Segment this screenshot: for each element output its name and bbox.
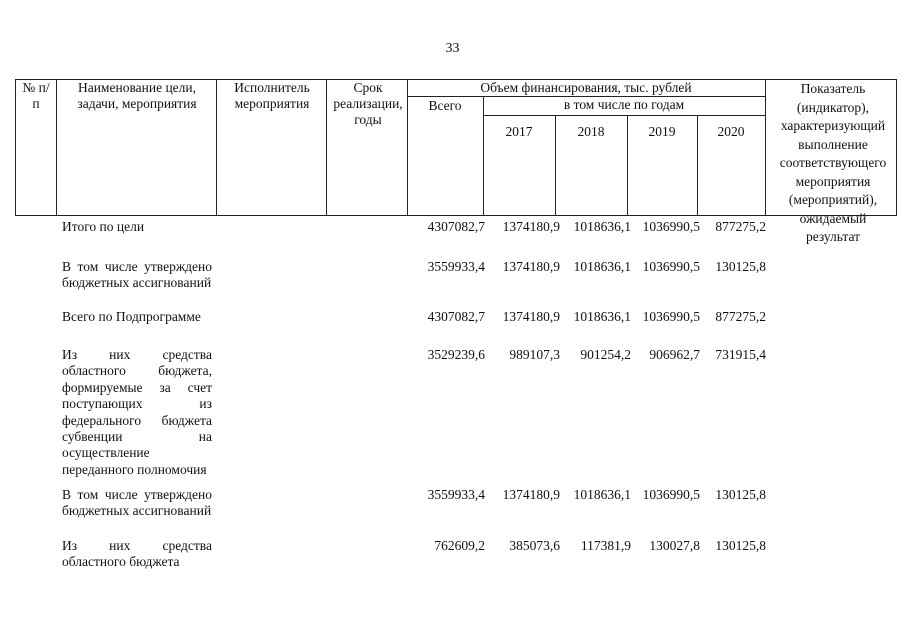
row-2020: 877275,2 bbox=[715, 309, 766, 324]
header-funding: Объем финансирования, тыс. рублей bbox=[480, 80, 692, 95]
header-term: Срок реализации, годы bbox=[333, 80, 403, 127]
header-year-2019: 2019 bbox=[648, 124, 676, 139]
row-2017: 1374180,9 bbox=[502, 487, 560, 502]
header-num: № п/п bbox=[22, 80, 50, 111]
header-indicator: Показатель (индикатор), характеризующий выполнение соответствующего мероприятия (мероприятий), ожидаемый результат bbox=[779, 81, 887, 244]
row-2019: 1036990,5 bbox=[642, 487, 700, 502]
row-2017: 385073,6 bbox=[509, 538, 560, 553]
page-number: 33 bbox=[445, 41, 460, 56]
row-total: 4307082,7 bbox=[427, 309, 485, 324]
row-2017: 1374180,9 bbox=[502, 309, 560, 324]
row-2020: 130125,8 bbox=[715, 259, 766, 274]
row-2017: 1374180,9 bbox=[502, 259, 560, 274]
row-total: 3559933,4 bbox=[427, 487, 485, 502]
row-name: В том числе утверждено бюджетных ассигнований bbox=[62, 259, 212, 290]
row-name: Всего по Подпрограмме bbox=[62, 309, 201, 324]
row-2020: 130125,8 bbox=[715, 487, 766, 502]
row-2018: 117381,9 bbox=[580, 538, 631, 553]
header-executor: Исполнитель мероприятия bbox=[234, 80, 310, 111]
row-total: 3529239,6 bbox=[427, 347, 485, 362]
row-total: 3559933,4 bbox=[427, 259, 485, 274]
row-name: Итого по цели bbox=[62, 219, 145, 234]
row-total: 762609,2 bbox=[434, 538, 485, 553]
row-2020: 130125,8 bbox=[715, 538, 766, 553]
row-2018: 901254,2 bbox=[580, 347, 631, 362]
row-2019: 906962,7 bbox=[649, 347, 700, 362]
row-2018: 1018636,1 bbox=[573, 487, 631, 502]
row-2019: 1036990,5 bbox=[642, 259, 700, 274]
row-2019: 130027,8 bbox=[649, 538, 700, 553]
row-2018: 1018636,1 bbox=[573, 219, 631, 234]
row-2019: 1036990,5 bbox=[642, 219, 700, 234]
row-2018: 1018636,1 bbox=[573, 259, 631, 274]
row-2018: 1018636,1 bbox=[573, 309, 631, 324]
row-name: Из них средства областного бюджета, формируемые за счет поступающих из федерального бюджета субвенции на осуществление переданного полномочия bbox=[62, 347, 212, 477]
row-2017: 1374180,9 bbox=[502, 219, 560, 234]
header-year-2017: 2017 bbox=[505, 124, 533, 139]
header-year-2018: 2018 bbox=[577, 124, 605, 139]
header-name: Наименование цели, задачи, мероприятия bbox=[77, 80, 197, 111]
header-by-years: в том числе по годам bbox=[563, 97, 685, 112]
row-2020: 877275,2 bbox=[715, 219, 766, 234]
row-2020: 731915,4 bbox=[715, 347, 766, 362]
row-name: В том числе утверждено бюджетных ассигнований bbox=[62, 487, 212, 518]
header-total: Всего bbox=[428, 98, 462, 113]
row-2019: 1036990,5 bbox=[642, 309, 700, 324]
row-2017: 989107,3 bbox=[509, 347, 560, 362]
header-year-2020: 2020 bbox=[717, 124, 745, 139]
row-total: 4307082,7 bbox=[427, 219, 485, 234]
row-name: Из них средства областного бюджета bbox=[62, 538, 212, 569]
